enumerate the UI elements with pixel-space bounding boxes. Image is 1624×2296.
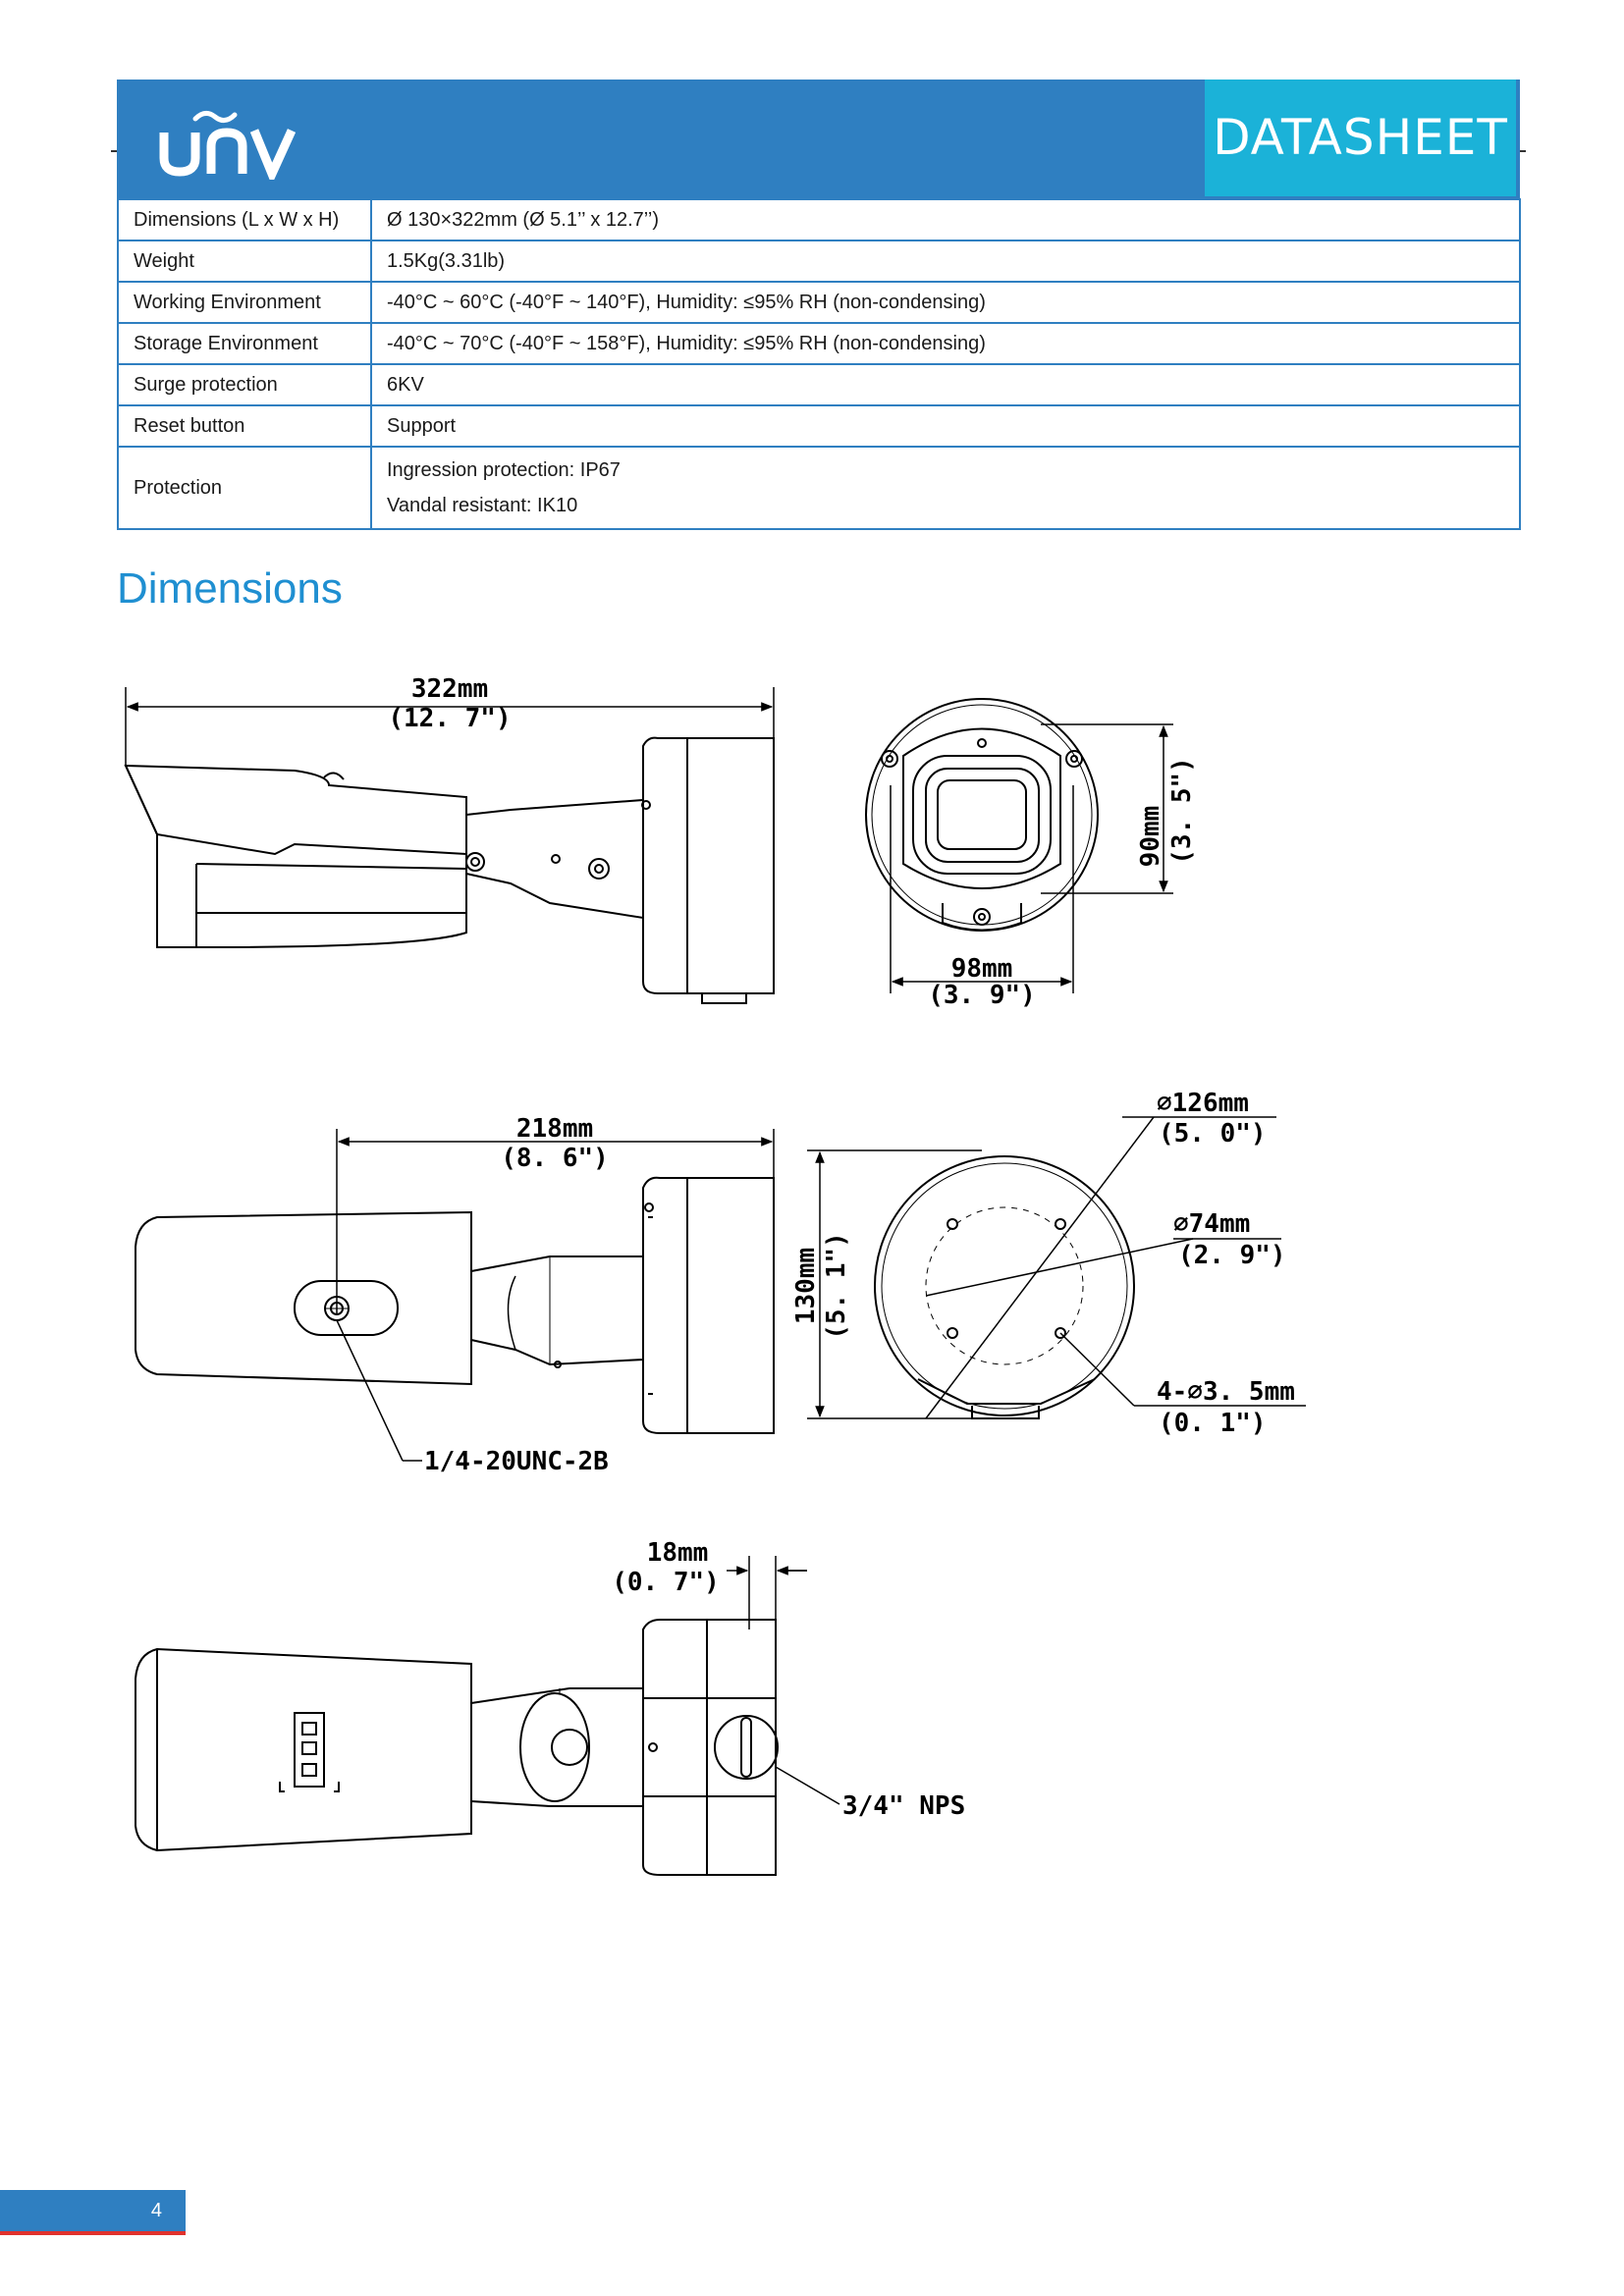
- spec-value: Support: [371, 405, 1520, 447]
- dim-outer-diameter-mm: ∅126mm: [1157, 1089, 1249, 1118]
- front-view-drawing: [866, 699, 1173, 993]
- thread-label: 1/4-20UNC-2B: [424, 1447, 609, 1476]
- spec-label: Reset button: [118, 405, 371, 447]
- spec-value: 6KV: [371, 364, 1520, 405]
- dim-conduit-offset-mm: 18mm: [646, 1538, 709, 1568]
- dim-outer-diameter-in: (5. 0"): [1159, 1119, 1267, 1148]
- dim-hole-circle-in: (2. 9"): [1178, 1241, 1286, 1270]
- protection-ingress: Ingression protection: IP67: [387, 459, 621, 481]
- rear-view-drawing: [135, 1556, 839, 1875]
- dim-length-mm: 322mm: [410, 674, 489, 704]
- dim-front-height-mm: 90mm: [1136, 805, 1165, 868]
- dim-bracket-length-in: (8. 6"): [501, 1144, 609, 1173]
- spec-value: 1.5Kg(3.31lb): [371, 240, 1520, 282]
- spec-label: Surge protection: [118, 364, 371, 405]
- dim-hole-circle-mm: ∅74mm: [1173, 1209, 1251, 1239]
- dim-conduit-offset-in: (0. 7"): [612, 1568, 720, 1597]
- dim-mount-holes-in: (0. 1"): [1159, 1409, 1267, 1438]
- nps-label: 3/4" NPS: [842, 1791, 966, 1821]
- dim-base-height-mm: 130mm: [791, 1247, 821, 1325]
- datasheet-badge: DATASHEET: [1205, 80, 1516, 196]
- bottom-view-drawing: [135, 1117, 1306, 1461]
- section-title: Dimensions: [117, 564, 343, 613]
- spec-value: -40°C ~ 60°C (-40°F ~ 140°F), Humidity: ≤95% RH (non-condensing): [371, 282, 1520, 323]
- protection-vandal: Vandal resistant: IK10: [387, 495, 578, 516]
- dim-bracket-length-mm: 218mm: [515, 1114, 594, 1144]
- spec-value: Ø 130×322mm (Ø 5.1’’ x 12.7’’): [371, 199, 1520, 240]
- dim-front-width-mm: 98mm: [950, 954, 1013, 984]
- side-view-drawing: [126, 687, 774, 1003]
- spec-value: -40°C ~ 70°C (-40°F ~ 158°F), Humidity: ≤95% RH (non-condensing): [371, 323, 1520, 364]
- spec-label: Protection: [118, 447, 371, 529]
- spec-label: Weight: [118, 240, 371, 282]
- dim-length-in: (12. 7"): [388, 704, 512, 733]
- dim-front-width-in: (3. 9"): [928, 981, 1036, 1010]
- dim-front-height-in: (3. 5"): [1167, 757, 1197, 865]
- dim-base-height-in: (5. 1"): [822, 1232, 851, 1340]
- spec-label: Storage Environment: [118, 323, 371, 364]
- spec-label: Dimensions (L x W x H): [118, 199, 371, 240]
- dim-mount-holes-mm: 4-∅3. 5mm: [1157, 1377, 1295, 1407]
- page-number: 4: [150, 2200, 162, 2221]
- spec-label: Working Environment: [118, 282, 371, 323]
- footer-accent: [0, 2231, 186, 2235]
